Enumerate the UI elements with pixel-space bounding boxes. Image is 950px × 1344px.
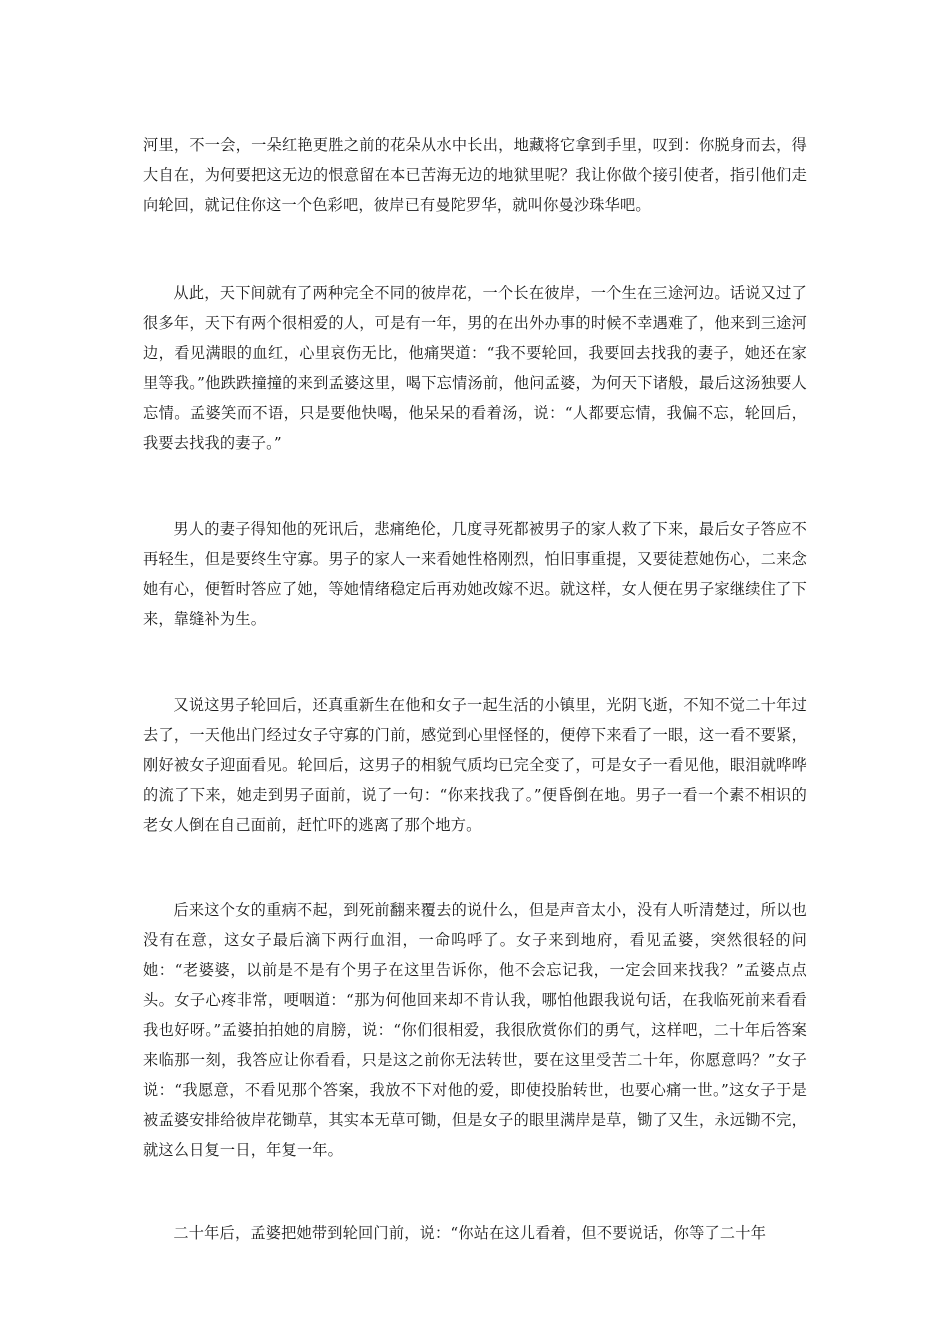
paragraph-4: 又说这男子轮回后，还真重新生在他和女子一起生活的小镇里，光阴飞逝，不知不觉二十年过去了，一天他出门经过女子守寡的门前，感觉到心里怪怪的，便停下来看了一眼，这一看不要紧，刚好被女子迎面看见。轮回后，这男子的相貌气质均已完全变了，可是女子一看见他，眼泪就哗哗的流了下来，她走到男子面前，说了一句：“你来找我了。”便昏倒在地。男子一看一个素不相识的老女人倒在自己面前，赶忙吓的逃离了那个地方。	[143, 696, 807, 834]
document-page	[143, 130, 807, 1304]
paragraph-6: 二十年后，孟婆把她带到轮回门前，说：“你站在这儿看着，但不要说话，你等了二十年	[173, 1224, 767, 1242]
paragraph-1: 河里，不一会，一朵红艳更胜之前的花朵从水中长出，地藏将它拿到手里，叹到：你脱身而去，得大自在，为何要把这无边的恨意留在本已苦海无边的地狱里呢？我让你做个接引使者，指引他们走向轮回，就记住你这一个色彩吧，彼岸已有曼陀罗华，就叫你曼沙珠华吧。	[143, 136, 807, 214]
paragraph-2: 从此，天下间就有了两种完全不同的彼岸花，一个长在彼岸，一个生在三途河边。话说又过了很多年，天下有两个很相爱的人，可是有一年，男的在出外办事的时候不幸遇难了，他来到三途河边，看见满眼的血红，心里哀伤无比，他痛哭道：“我不要轮回，我要回去找我的妻子，她还在家里等我。”他跌跌撞撞的来到孟婆这里，喝下忘情汤前，他问孟婆，为何天下诸般，最后这汤独要人忘情。孟婆笑而不语，只是要他快喝，他呆呆的看着汤，说：“人都要忘情，我偏不忘，轮回后，我要去找我的妻子。”	[143, 284, 807, 452]
paragraph-5: 后来这个女的重病不起，到死前翻来覆去的说什么，但是声音太小，没有人听清楚过，所以也没有在意，这女子最后滴下两行血泪，一命呜呼了。女子来到地府，看见孟婆，突然很轻的问她：“老婆婆，以前是不是有个男子在这里告诉你，他不会忘记我，一定会回来找我？”孟婆点点头。女子心疼非常，哽咽道：“那为何他回来却不肯认我，哪怕他跟我说句话，在我临死前来看看我也好呀。”孟婆拍拍她的肩膀，说：“你们很相爱，我很欣赏你们的勇气，这样吧，二十年后答案来临那一刻，我答应让你看看，只是这之前你无法转世，要在这里受苦二十年，你愿意吗？”女子说：“我愿意，不看见那个答案，我放不下对他的爱，即使投胎转世，也要心痛一世。”这女子于是被孟婆安排给彼岸花锄草，其实本无草可锄，但是女子的眼里满岸是草，锄了又生，永远锄不完，就这么日复一日，年复一年。	[143, 901, 807, 1159]
paragraph-3: 男人的妻子得知他的死讯后，悲痛绝伦，几度寻死都被男子的家人救了下来，最后女子答应不再轻生，但是要终生守寡。男子的家人一来看她性格刚烈，怕旧事重提，又要徒惹她伤心，二来念她有心，便暂时答应了她，等她情绪稳定后再劝她改嫁不迟。就这样，女人便在男子家继续住了下来，靠缝补为生。	[143, 520, 807, 628]
